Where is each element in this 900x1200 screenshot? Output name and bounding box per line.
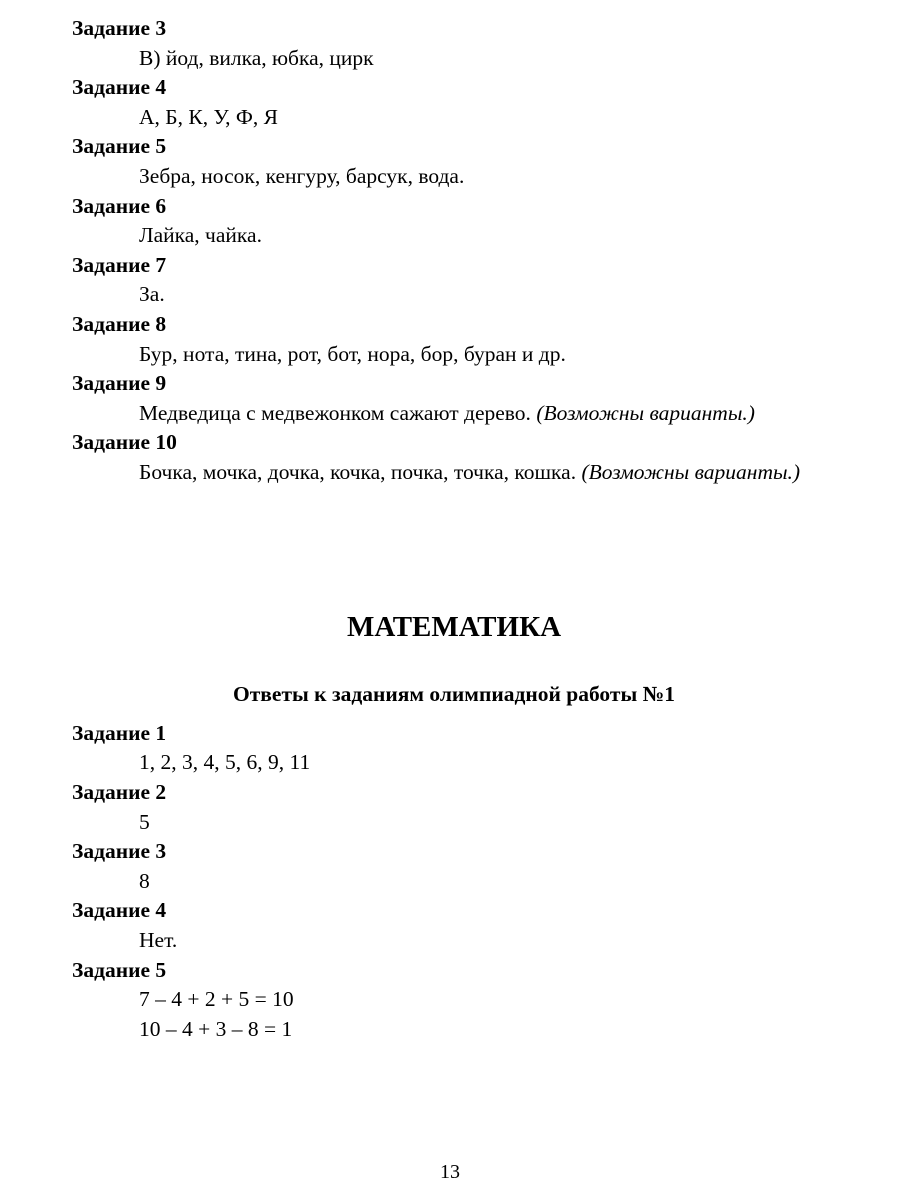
russian-answers-section: [72, 14, 836, 488]
task-answer: [72, 44, 836, 74]
task-answer: Нет.: [139, 928, 178, 953]
task-label: Задание 7: [72, 252, 167, 277]
task-answer: 1, 2, 3, 4, 5, 6, 9, 11: [139, 750, 311, 775]
math-answers-section: [72, 719, 836, 1045]
task-answer: [72, 221, 836, 251]
task-answer-text: Лайка, чайка.: [139, 223, 262, 248]
task-answer-text: Бур, нота, тина, рот, бот, нора, бор, буран и др.: [139, 341, 566, 366]
task-answer: [72, 162, 836, 192]
task-answer: 7 – 4 + 2 + 5 = 10: [139, 987, 294, 1012]
task-answer: 5: [139, 809, 150, 834]
page-number: 13: [440, 1161, 460, 1183]
task-label: Задание 6: [72, 193, 167, 218]
task-answer-text: Бочка, мочка, дочка, кочка, почка, точка, кошка.: [139, 459, 582, 484]
task-label: Задание 10: [72, 430, 177, 455]
task-label: Задание 9: [72, 371, 167, 396]
math-section-subtitle: Ответы к заданиям олимпиадной работы №1: [233, 682, 675, 707]
task-answer-text: Зебра, носок, кенгуру, барсук, вода.: [139, 163, 465, 188]
task-answer: [72, 399, 836, 429]
task-label: Задание 5: [72, 134, 167, 159]
task-answer: 8: [139, 868, 150, 893]
task-label: Задание 8: [72, 311, 167, 336]
task-answer: [72, 458, 836, 488]
math-section-title: МАТЕМАТИКА: [346, 610, 562, 643]
task-label: Задание 1: [72, 720, 167, 745]
task-answer-text: А, Б, К, У, Ф, Я: [139, 104, 279, 129]
task-answer-text: Медведица с медвежонком сажают дерево.: [139, 400, 537, 425]
task-answer: 10 – 4 + 3 – 8 = 1: [139, 1016, 293, 1041]
task-label: Задание 2: [72, 780, 167, 805]
task-answer-text: В) йод, вилка, юбка, цирк: [139, 45, 374, 70]
task-answer-text: За.: [139, 282, 165, 307]
task-label: Задание 4: [72, 75, 167, 100]
task-answer-note: (Возможны варианты.): [536, 400, 755, 425]
task-answer-note: (Возможны варианты.): [581, 459, 801, 484]
task-label: Задание 5: [72, 957, 167, 982]
task-label: Задание 4: [72, 898, 167, 923]
task-label: Задание 3: [72, 839, 167, 864]
task-label: Задание 3: [72, 16, 167, 40]
task-answer: [72, 280, 836, 310]
task-answer: [72, 340, 836, 370]
task-answer: [72, 103, 836, 133]
